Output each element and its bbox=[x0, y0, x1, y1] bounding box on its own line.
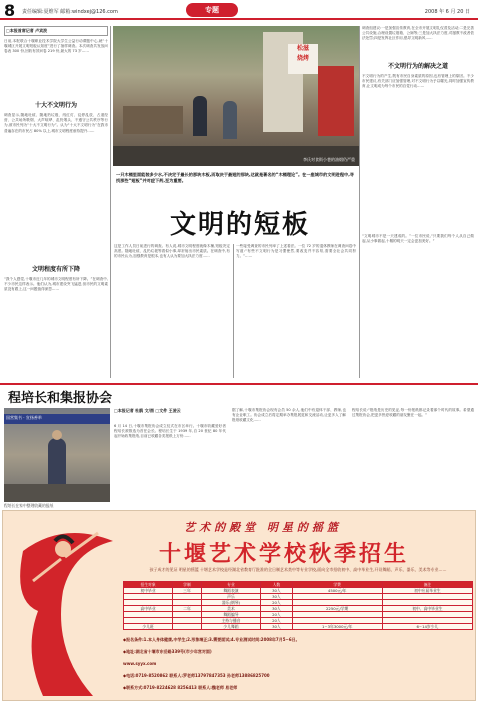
ad-slogan: 艺术的殿堂 明星的摇篮 bbox=[184, 521, 342, 534]
ad-table-cell: 二年 bbox=[173, 606, 202, 612]
ad-table-cell: 2250元/学期 bbox=[292, 606, 382, 612]
intro-paragraph: 日前,本报联合十堰职业技术学院大学生公益行动课题中心,就“十堰城区开展文明短板认知度”进行了抽样调查。本次调查共发放问卷表 300 份,回收有效问卷 219 份,最大的 73 岁…… bbox=[4, 39, 108, 54]
ad-table-cell: 器乐(钢琴) bbox=[201, 600, 260, 606]
ad-table-cell: 少儿班 bbox=[124, 624, 173, 630]
date: 2008 年 6 月 20 日 bbox=[424, 9, 470, 15]
th: 专业 bbox=[201, 582, 260, 588]
news2-body: 程培长说:“报纸是历史的见证,每一份报纸都记录着那个时代的故事。希望通过集报协会,把更多热爱收藏的朋友聚在一起。” bbox=[352, 408, 474, 418]
section-label: 专题 bbox=[205, 6, 219, 14]
section-heading: 文明程度有所下降 bbox=[31, 266, 80, 273]
news2-body: 6 月 14 日,十堰市集报协会成立仪式在市区举行。十堰市收藏爱好者程培长被推选为首任会长。程培长生于 1939 年,自 20 世纪 80 年代起开始收集报纸,目前已收藏各类报纸上万份…… bbox=[114, 424, 226, 439]
ad-url[interactable]: www.syyx.com bbox=[123, 661, 157, 666]
section-heading: 十大不文明行为 bbox=[34, 102, 77, 109]
page-header bbox=[0, 0, 478, 20]
ad-intro: 孩子成才的见证 明星的摇篮 十堰艺术学校是经湖北省教育厅批准的全日制艺术类中等专业学校,面向全市招收初中、高中毕业生,开设舞蹈、声乐、器乐、美术等专业…… bbox=[149, 567, 447, 572]
body-paragraph: 调查组建议:一是加强宣传教育,在全市开展文明礼仪普及活动;二是完善公共设施,合理设置垃圾箱、公厕等;三是加大执法力度,对屡教不改者依法处罚;四是发挥社区作用,倡导文明新风…… bbox=[362, 26, 474, 41]
news2-byline: □本报记者 杜鹃 文/图 □文件 王凌云 bbox=[114, 408, 181, 413]
editor-line: 责任编辑:夏维军 邮箱:windxej@126.com bbox=[22, 9, 118, 15]
ad-table-cell: 美术 bbox=[201, 606, 260, 612]
ad-table-cell: 4500元/年 bbox=[292, 588, 382, 594]
ad-table-cell: 舞蹈表演 bbox=[201, 588, 260, 594]
section-badge bbox=[186, 3, 238, 17]
body-paragraph: 不文明行为的产生,既有市民自身素质的原因,也有管理上的原因。不少市民建议,有关部门应加强管理,对不文明行为予以曝光,同时加强宣传教育,让文明成为每个市民的自觉行动…… bbox=[362, 74, 474, 89]
section-heading: 不文明行为的解决之道 bbox=[387, 63, 448, 70]
ad-table-cell: 初中应届毕业生 bbox=[382, 588, 472, 594]
news2-caption: 程培长在家中整理收藏的报纸 bbox=[4, 503, 54, 508]
ad-table-cell: 6~14岁少儿 bbox=[382, 624, 472, 630]
ad-table-cell: 30人 bbox=[261, 606, 292, 612]
news2-headline: 程培长和集报协会 bbox=[8, 391, 113, 406]
body-paragraph: “我个人感觉,十堰市近几年的城市文明程度有所下降。”在调查中,不少市民这样表示。他们认为,城市建设突飞猛进,但市民的文明素质没有跟上,这一问题值得深思…… bbox=[4, 277, 108, 292]
th: 学制 bbox=[173, 582, 202, 588]
column-right bbox=[362, 26, 474, 378]
column-left bbox=[4, 26, 108, 378]
ad-table-cell: 主持与播音 bbox=[201, 618, 260, 624]
ad-table-cell: 20人 bbox=[261, 618, 292, 624]
ad-table bbox=[123, 581, 473, 630]
ad-table-cell: 30人 bbox=[261, 594, 292, 600]
story-headline: 文明的短板 bbox=[169, 210, 310, 240]
ad-info: ◆联系方式:0719-8224628 8256413 联系人:魏老师 易老师 bbox=[123, 685, 238, 690]
ad-info: ◆电话:0719-8520862 联系人:罗老师13797847353 孙老师13886825700 bbox=[123, 673, 270, 678]
photo-caption: 李氏对食街小巷的油烟仍严重 bbox=[303, 157, 355, 162]
page-number: 8 bbox=[4, 1, 16, 20]
ad-table-cell: 初中毕业 bbox=[124, 588, 173, 594]
th: 招生对象 bbox=[124, 582, 173, 588]
story-tagline: 一只木桶里面能装多少水,不决定于最长的那块木板,而取决于最短的那块,这就是著名的“木桶理论”。在一座城市的文明进程中,寻找那些“短板”并对症下药,至为重要。 bbox=[116, 172, 354, 183]
ad-table-cell: 30人 bbox=[261, 588, 292, 594]
ad-table-cell: 1~3年3000元/年 bbox=[292, 624, 382, 630]
body-paragraph: 这是工作人员日前进行的调查。有人说,城市文明程度就像木桶,短板决定高度。随地吐痰、乱扔垃圾等看似小事,却折射出市民素质。在调查中,有的市民认为,加强教育是根本,也有人认为要加大执法力度…… bbox=[114, 244, 230, 259]
ad-table-cell: 30人 bbox=[261, 624, 292, 630]
body-paragraph: 一些接受调查的市民列举了上述看法。一位 72 岁的退休教师在调查问卷中写道:“有些不文明行为是习惯使然,要改变并不容易,需要全社会共同努力。”…… bbox=[236, 244, 356, 259]
ad-table-cell: 20人 bbox=[261, 612, 292, 618]
ad-table-cell bbox=[173, 624, 202, 630]
ad-table-cell: 初中、高中毕业生 bbox=[382, 606, 472, 612]
ad-table-cell: 高中毕业 bbox=[124, 606, 173, 612]
street-photo bbox=[113, 26, 359, 166]
news2-photo: 国营集书 · 宣扬善举 bbox=[4, 408, 110, 502]
body-paragraph: 调查显示,随地吐痰、随地扔垃圾、闯红灯、乱停乱放、占道经营、公共场所吸烟、大声喧哗、乱扔烟头、不遵守公共秩序等行为,被市民列为“十大不文明行为”。认为“十大不文明行为”在我市普遍存在的市民占 80% 以上,城市文明程度亟待提升…… bbox=[4, 113, 108, 133]
ad-table-cell: 舞蹈编导 bbox=[201, 612, 260, 618]
th: 人数 bbox=[261, 582, 292, 588]
th: 学费 bbox=[292, 582, 382, 588]
body-paragraph: “文明城市不是一天建成的。”一位市民说,“只要我们每个人从自己做起,从小事做起,十堰的明天一定会更加美好。” bbox=[362, 234, 474, 244]
shop-sign: 松滋 烧烤 bbox=[288, 44, 318, 74]
th: 备注 bbox=[382, 582, 472, 588]
ad-table-cell: 三年 bbox=[173, 588, 202, 594]
news2-body: 据了解,十堰市集报协会现有会员 50 余人,他们中有退休干部、教师,也有企业职工。协会成立后将定期举办集报展览和交流活动,让更多人了解报纸收藏文化…… bbox=[232, 408, 346, 423]
ad-table-cell: 20人 bbox=[261, 600, 292, 606]
ad-table-row bbox=[124, 624, 473, 630]
ad-title: 十堰艺术学校秋季招生 bbox=[158, 542, 409, 567]
ad-table-cell: 少儿舞蹈 bbox=[201, 624, 260, 630]
ad-info: ◆报名条件:1.本人身体健康,中学生;2.形象端正;3.需要面试;4.专业测试时间:2008年7月5~6日。 bbox=[123, 637, 300, 642]
ad-table-cell: 声乐 bbox=[201, 594, 260, 600]
ad-info: ◆地址:湖北省十堰市东岳路339号(市少年宫对面) bbox=[123, 649, 212, 654]
byline: □本报首席记者 卢宾波 bbox=[4, 26, 108, 36]
school-ad bbox=[2, 510, 476, 701]
